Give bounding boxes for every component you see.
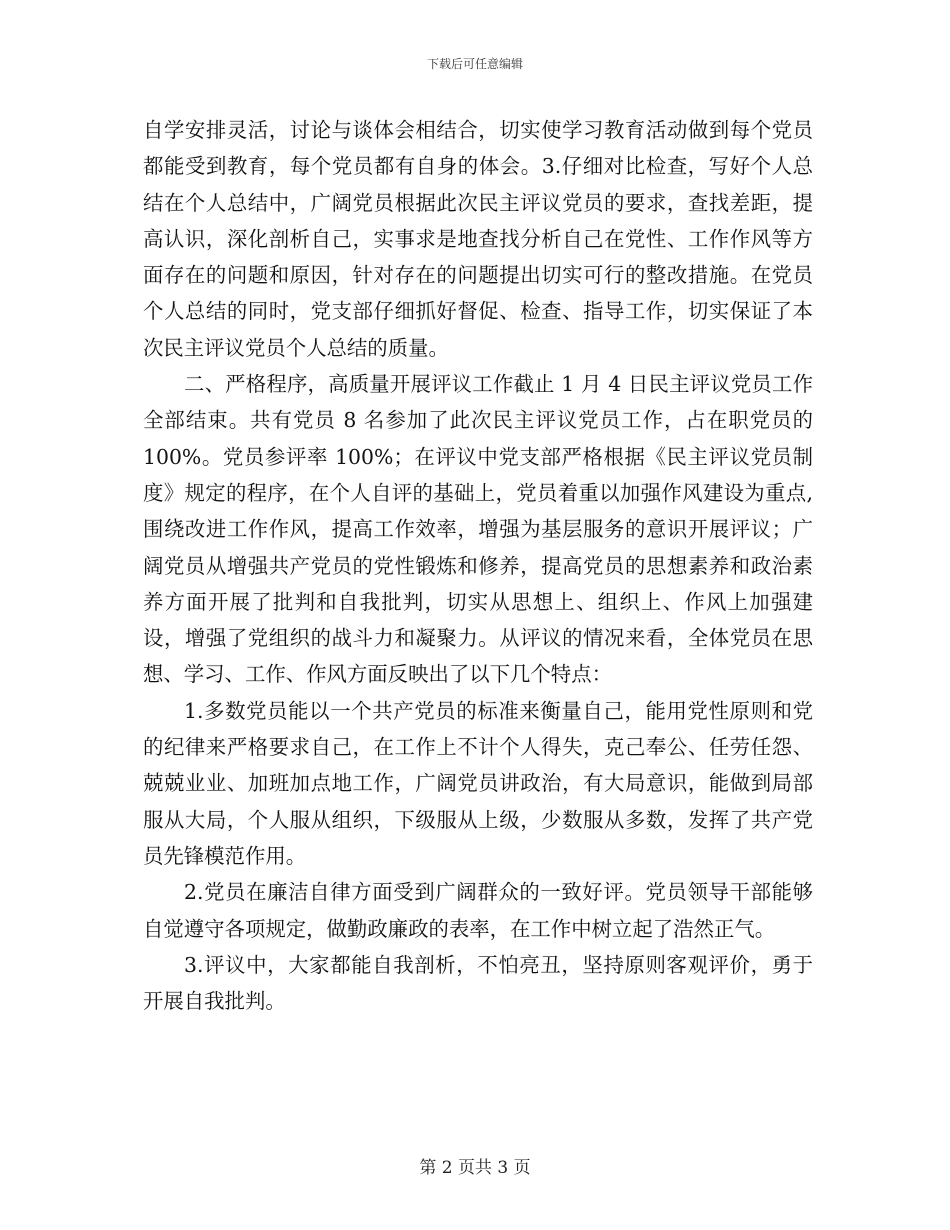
paragraph-point-1: 1.多数党员能以一个共产党员的标准来衡量自己，能用党性原则和党的纪律来严格要求自己，在工作上不计个人得失，克己奉公、任劳任怨、兢兢业业、加班加点地工作，广阔党员讲政治，有大局意识，能做到局部服从大局，个人服从组织，下级服从上级，少数服从多数，发挥了共产党员先锋模范作用。: [143, 698, 813, 868]
page-header: 下载后可任意编辑: [426, 57, 523, 71]
document-body: [143, 112, 813, 1019]
paragraph-self-study: 自学安排灵活，讨论与谈体会相结合，切实使学习教育活动做到每个党员都能受到教育，每个党员都有自身的体会。3.仔细对比检查，写好个人总结在个人总结中，广阔党员根据此次民主评议党员的要求，查找差距，提高认识，深化剖析自己，实事求是地查找分析自己在党性、工作作风等方面存在的问题和原因，针对存在的问题提出切实可行的整改措施。在党员个人总结的同时，党支部仔细抓好督促、检查、指导工作，切实保证了本次民主评议党员个人总结的质量。: [143, 118, 813, 360]
page-footer: 第 2 页共 3 页: [419, 1158, 531, 1178]
paragraph-point-2: 2.党员在廉洁自律方面受到广阔群众的一致好评。党员领导干部能够自觉遵守各项规定，做勤政廉政的表率，在工作中树立起了浩然正气。: [143, 880, 813, 941]
paragraph-strict-procedure: 二、严格程序，高质量开展评议工作截止 1 月 4 日民主评议党员工作全部结束。共有党员 8 名参加了此次民主评议党员工作，占在职党员的 100%。党员参评率 100%；在评议中党支部严格根据《民主评议党员制度》规定的程序，在个人自评的基础上，党员着重以加强作风建设为重点,围绕改进工作作风，提高工作效率，增强为基层服务的意识开展评议；广阔党员从增强共产党员的党性锻炼和修养，提高党员的思想素养和政治素养方面开展了批判和自我批判，切实从思想上、组织上、作风上加强建设，增强了党组织的战斗力和凝聚力。从评议的情况来看，全体党员在思想、学习、工作、作风方面反映出了以下几个特点：: [143, 372, 813, 687]
paragraph-point-3: 3.评议中，大家都能自我剖析，不怕亮丑，坚持原则客观评价，勇于开展自我批判。: [143, 952, 813, 1014]
